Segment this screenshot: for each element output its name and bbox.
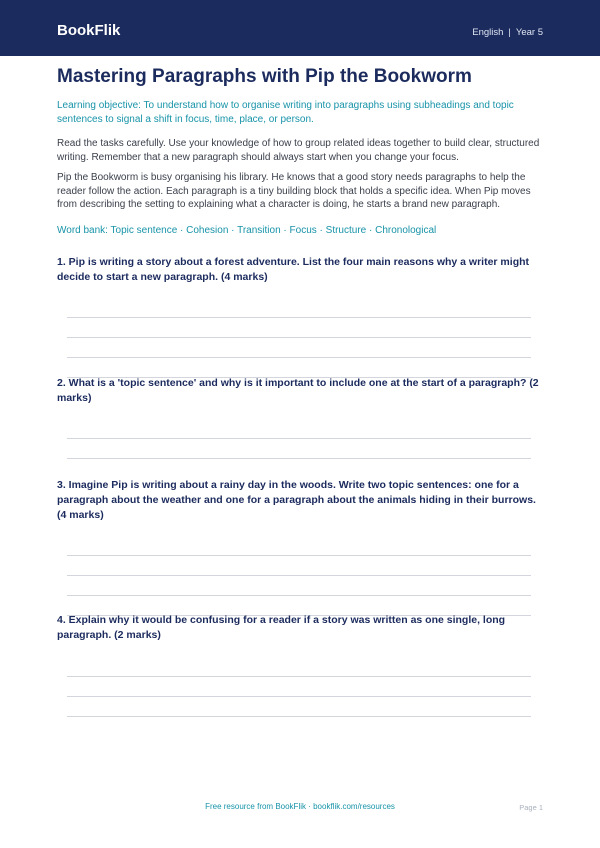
answer-line[interactable] (67, 357, 531, 358)
brand-logo: BookFlik (57, 22, 121, 39)
answer-line[interactable] (67, 317, 531, 318)
answer-line[interactable] (67, 458, 531, 459)
answer-line[interactable] (67, 716, 531, 717)
intro-paragraph-2: Pip the Bookworm is busy organising his library. He knows that a good story needs paragraphs to help the reader follow the action. Each paragraph is a tiny building block that holds a specific idea. When Pip moves from describing the setting to explaining what a character is doing, he starts a brand new paragraph. (57, 172, 531, 210)
word-bank: Word bank: Topic sentence · Cohesion · Transition · Focus · Structure · Chronological (57, 225, 437, 236)
meta-separator: | (508, 27, 511, 38)
answer-line[interactable] (67, 438, 531, 439)
answer-line[interactable] (67, 575, 531, 576)
question-2: 2. What is a 'topic sentence' and why is it important to include one at the start of a paragraph? (2 marks) (57, 377, 539, 404)
question-3: 3. Imagine Pip is writing about a rainy day in the woods. Write two topic sentences: one for a paragraph about the weather and one for a paragraph about the animals hiding in their burrows. (4 marks) (57, 479, 536, 521)
page-title: Mastering Paragraphs with Pip the Bookworm (57, 66, 472, 87)
question-4: 4. Explain why it would be confusing for a reader if a story was written as one single, long paragraph. (2 marks) (57, 614, 506, 641)
header-meta (472, 27, 543, 39)
answer-line[interactable] (67, 595, 531, 596)
footer-resource-link[interactable]: Free resource from BookFlik · bookflik.com/resources (205, 802, 395, 811)
year-label: Year 5 (515, 27, 543, 38)
subject-label: English (472, 27, 504, 38)
answer-line[interactable] (67, 337, 531, 338)
answer-line[interactable] (67, 555, 531, 556)
page-number: Page 1 (519, 803, 543, 812)
answer-line[interactable] (67, 696, 531, 697)
intro-paragraph-1: Read the tasks carefully. Use your knowledge of how to group related ideas together to build clear, structured writing. Remember that a new paragraph should always start when you change your focus. (57, 138, 540, 163)
header-bar (0, 0, 600, 56)
question-1: 1. Pip is writing a story about a forest adventure. List the four main reasons why a writer might decide to start a new paragraph. (4 marks) (57, 256, 530, 283)
answer-line[interactable] (67, 676, 531, 677)
learning-objective: Learning objective: To understand how to organise writing into paragraphs using subheadings and topic sentences to signal a shift in focus, time, place, or person. (57, 100, 514, 125)
